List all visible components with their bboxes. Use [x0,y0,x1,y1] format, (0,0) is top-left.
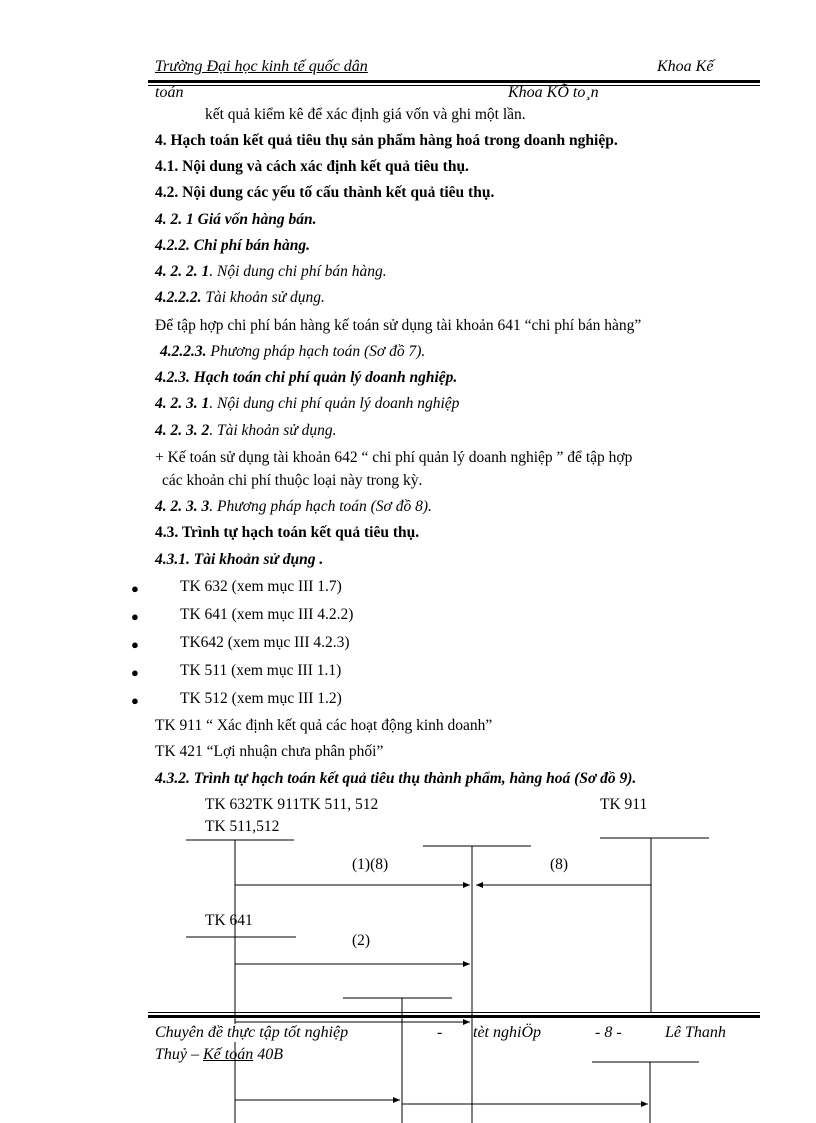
paragraph-641: Để tập hợp chi phí bán hàng kế toán sử dụng tài khoản 641 “chi phí bán hàng” [155,317,642,334]
heading-text: Phương pháp hạch toán (Sơ đồ 7). [206,343,426,360]
footer-author-cont [155,1046,283,1064]
heading-text: . Phương pháp hạch toán (Sơ đồ 8). [209,498,432,515]
heading-text: . Nội dung chi phí bán hàng. [209,263,387,280]
continuation-line: kết quả kiểm kê để xác định giá vốn và ghi một lần. [205,106,526,123]
heading-number: 4. 2. 3. 2 [155,422,210,439]
list-item: TK 512 (xem mục III 1.2) [180,690,342,707]
diagram-label-tk911: TK 911 [600,796,648,813]
header-department-garbled: Khoa KÕ to¸n [508,84,599,101]
footer-rule-thin [148,1012,760,1013]
diagram-label-tk641: TK 641 [205,912,253,929]
header-department: Khoa Kế [657,58,714,75]
heading-4-2-3: 4.2.3. Hạch toán chi phí quản lý doanh nghiệp. [155,369,458,386]
heading-number: 4. 2. 3. 3 [155,498,210,515]
heading-number: 4.2.2.2. [155,289,202,306]
bullet-icon: ● [131,637,139,652]
bullet-icon: ● [131,693,139,708]
heading-4-2: 4.2. Nội dung các yếu tố cấu thành kết quả tiêu thụ. [155,184,495,201]
footer-left: Chuyên đề thực tập tốt nghiệp [155,1024,349,1041]
header-department-cont: toán [155,84,184,101]
bullet-icon: ● [131,581,139,596]
diagram-label-accounts: TK 632TK 911TK 511, 512 [205,796,379,813]
footer-rule-thick [148,1015,760,1018]
header-school: Trường Đại học kinh tế quốc dân [155,58,368,75]
heading-text: . Nội dung chi phí quản lý doanh nghiệp [209,395,460,412]
list-item: TK 641 (xem mục III 4.2.2) [180,606,354,623]
tk421-description: TK 421 “Lợi nhuận chưa phân phối” [155,743,384,760]
footer-garbled: tèt nghiÖp [473,1024,541,1041]
heading-number: 4.2.2.3. [160,343,207,360]
tk911-description: TK 911 “ Xác định kết quả các hoạt động kinh doanh” [155,717,493,734]
list-item: TK 511 (xem mục III 1.1) [180,662,342,679]
paragraph-642-line1: + Kế toán sử dụng tài khoản 642 “ chi phí quản lý doanh nghiệp ” để tập hợp [155,449,633,466]
diagram-label-entry-8: (8) [550,856,569,873]
heading-4-2-2: 4.2.2. Chi phí bán hàng. [155,237,311,254]
heading-4-3-1: 4.3.1. Tài khoản sử dụng . [155,551,324,568]
footer-author-class: 40B [253,1046,283,1063]
heading-4-3-2: 4.3.2. Trình tự hạch toán kết quả tiêu thụ thành phẩm, hàng hoá (Sơ đồ 9). [155,770,637,787]
heading-number: 4. 2. 2. 1 [155,263,210,280]
diagram-label-entry-2: (2) [352,932,371,949]
heading-number: 4. 2. 3. 1 [155,395,210,412]
list-item: TK 632 (xem mục III 1.7) [180,578,342,595]
heading-4-1: 4.1. Nội dung và cách xác định kết quả tiêu thụ. [155,158,469,175]
footer-author-dept: Kế toán [203,1046,254,1063]
bullet-icon: ● [131,609,139,624]
heading-text: . Tài khoản sử dụng. [209,422,337,439]
paragraph-642-line2: các khoản chi phí thuộc loại này trong kỳ. [162,472,423,489]
footer-author: Lê Thanh [665,1024,726,1041]
footer-author-name: Thuỷ – [155,1046,203,1063]
heading-4-3: 4.3. Trình tự hạch toán kết quả tiêu thụ. [155,524,420,541]
footer-page-number: - 8 - [595,1024,622,1041]
footer-dash: - [437,1024,443,1041]
heading-text: Tài khoản sử dụng. [201,289,325,306]
heading-4-2-1: 4. 2. 1 Giá vốn hàng bán. [155,211,317,228]
diagram-label-tk511: TK 511,512 [205,818,280,835]
heading-4: 4. Hạch toán kết quả tiêu thụ sản phẩm hàng hoá trong doanh nghiệp. [155,132,618,149]
list-item: TK642 (xem mục III 4.2.3) [180,634,350,651]
bullet-icon: ● [131,665,139,680]
diagram-label-entry-1-8: (1)(8) [352,856,389,873]
